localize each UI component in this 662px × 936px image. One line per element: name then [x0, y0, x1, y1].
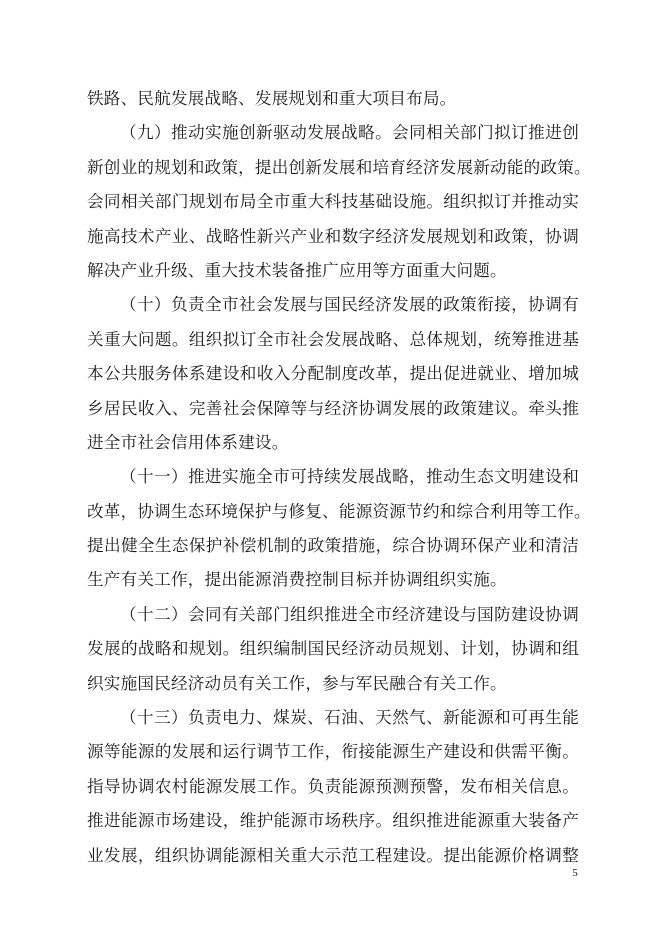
text-line: （十）负责全市社会发展与国民经济发展的政策衔接，协调有: [120, 295, 579, 315]
text-line: 生产有关工作，提出能源消费控制目标并协调组织实施。: [87, 570, 507, 590]
text-line: （九）推动实施创新驱动发展战略。会同相关部门拟订推进创: [120, 123, 579, 143]
text-line: 业发展，组织协调能源相关重大示范工程建设。提出能源价格调整: [87, 845, 579, 865]
page-number: 5: [572, 867, 578, 879]
paragraph-item-10: [87, 288, 579, 460]
text-line: 新创业的规划和政策，提出创新发展和培育经济发展新动能的政策。: [87, 157, 591, 177]
text-line: 施高技术产业、战略性新兴产业和数字经济发展规划和政策，协调: [87, 226, 579, 246]
text-line: 进全市社会信用体系建设。: [87, 432, 289, 452]
text-line: 铁路、民航发展战略、发展规划和重大项目布局。: [87, 89, 457, 108]
text-line: 改革，协调生态环境保护与修复、能源资源节约和综合利用等工作。: [87, 501, 591, 521]
text-line: 解决产业升级、重大技术装备推广应用等方面重大问题。: [87, 260, 507, 280]
text-line: 关重大问题。组织拟订全市社会发展战略、总体规划，统筹推进基: [87, 329, 579, 349]
paragraph-item-12: [87, 598, 579, 701]
text-line: 源等能源的发展和运行调节工作，衔接能源生产建设和供需平衡。: [87, 742, 579, 762]
paragraph-item-9: [87, 116, 591, 288]
text-line: 发展的战略和规划。组织编制国民经济动员规划、计划，协调和组: [87, 639, 579, 659]
text-line: （十一）推进实施全市可持续发展战略，推动生态文明建设和: [120, 467, 579, 487]
paragraph-item-11: [87, 460, 591, 598]
text-line: 推进能源市场建设，维护能源市场秩序。组织推进能源重大装备产: [87, 811, 579, 831]
paragraph-item-13: [87, 701, 579, 873]
text-line: 会同相关部门规划布局全市重大科技基础设施。组织拟订并推动实: [87, 192, 579, 212]
text-line: 乡居民收入、完善社会保障等与经济协调发展的政策建议。牵头推: [87, 398, 579, 418]
text-line: 织实施国民经济动员有关工作，参与军民融合有关工作。: [87, 673, 507, 693]
paragraph-continuation: [87, 82, 579, 116]
text-line: 本公共服务体系建设和收入分配制度改革，提出促进就业、增加城: [87, 364, 579, 384]
text-line: 提出健全生态保护补偿机制的政策措施，综合协调环保产业和清洁: [87, 536, 579, 556]
text-line: （十三）负责电力、煤炭、石油、天然气、新能源和可再生能: [120, 708, 579, 728]
text-line: （十二）会同有关部门组织推进全市经济建设与国防建设协调: [120, 604, 579, 624]
body-text: [87, 82, 591, 873]
text-line: 指导协调农村能源发展工作。负责能源预测预警，发布相关信息。: [87, 776, 579, 796]
